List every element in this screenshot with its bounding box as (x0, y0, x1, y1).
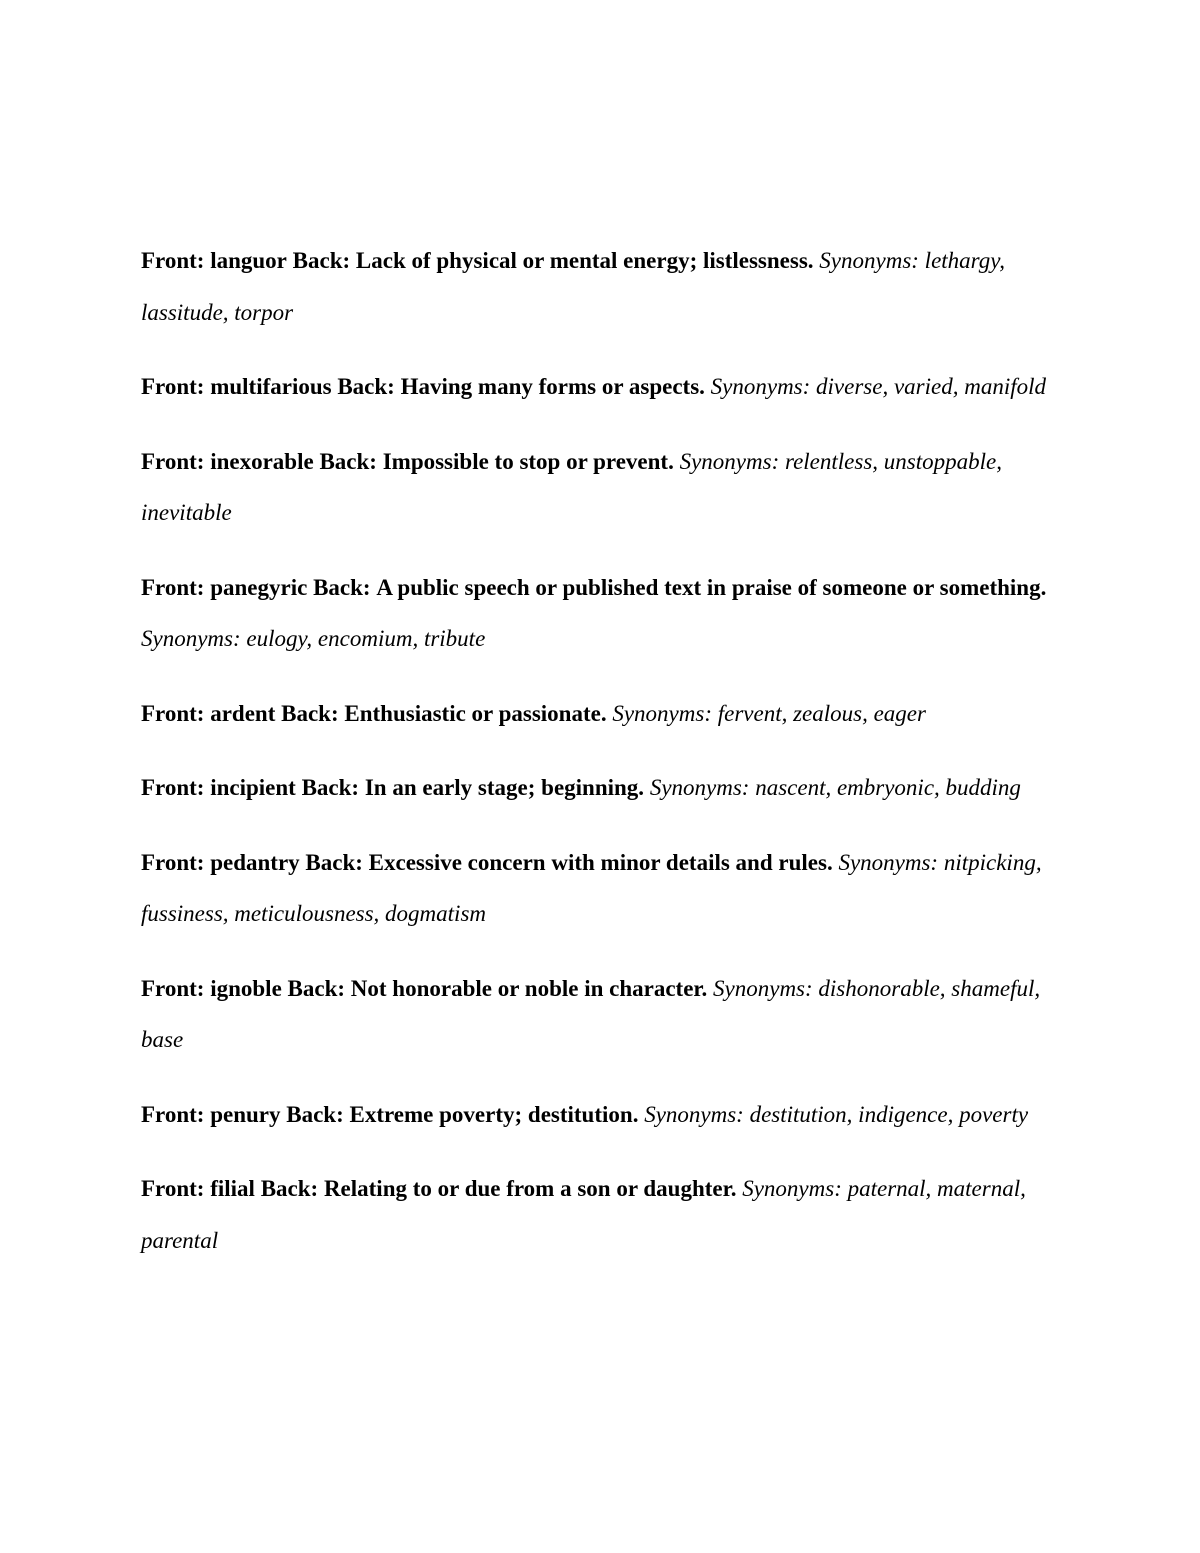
definition: Lack of physical or mental energy; listlessness. (355, 248, 814, 273)
definition: Not honorable or noble in character. (350, 975, 708, 1001)
back-label: Back: (337, 374, 395, 399)
flashcard-entry (141, 1089, 1061, 1141)
back-label: Back: (301, 775, 360, 800)
synonyms: Synonyms: relentless, unstoppable, inevitable (141, 448, 1002, 525)
definition: Extreme poverty; destitution. (349, 1101, 639, 1127)
synonyms: Synonyms: nitpicking, fussiness, meticulousness, dogmatism (141, 849, 1042, 926)
front-label: Front: (141, 374, 205, 399)
front-label: Front: (141, 775, 205, 800)
synonyms: Synonyms: nascent, embryonic, budding (649, 775, 1021, 800)
definition: Having many forms or aspects. (400, 374, 705, 399)
term: filial (210, 1176, 255, 1201)
back-label: Back: (260, 1176, 319, 1201)
front-label: Front: (141, 248, 205, 273)
front-label: Front: (141, 700, 205, 726)
flashcard-entry (141, 762, 1061, 814)
back-label: Back: (287, 975, 346, 1001)
back-label: Back: (319, 448, 377, 474)
front-label: Front: (141, 1101, 205, 1127)
flashcard-entry (141, 837, 1061, 940)
synonyms: Synonyms: dishonorable, shameful, base (141, 975, 1041, 1052)
term: incipient (210, 775, 296, 800)
front-label: Front: (141, 448, 205, 474)
synonyms: Synonyms: lethargy, lassitude, torpor (141, 248, 1005, 325)
term: pedantry (210, 849, 300, 875)
term: ardent (210, 700, 276, 726)
definition: In an early stage; beginning. (364, 775, 645, 800)
term: inexorable (210, 448, 314, 474)
flashcard-entry (141, 562, 1061, 665)
term: ignoble (210, 975, 282, 1001)
front-label: Front: (141, 849, 205, 875)
back-label: Back: (313, 574, 371, 600)
flashcard-entry (141, 688, 1061, 740)
flashcard-entry (141, 361, 1061, 413)
definition: Enthusiastic or passionate. (344, 700, 607, 726)
definition: Relating to or due from a son or daughter. (323, 1176, 737, 1201)
term: penury (210, 1101, 281, 1127)
definition: Impossible to stop or prevent. (382, 448, 674, 474)
flashcard-entry (141, 1163, 1061, 1266)
front-label: Front: (141, 1176, 205, 1201)
synonyms: Synonyms: fervent, zealous, eager (612, 700, 926, 726)
front-label: Front: (141, 574, 205, 600)
flashcard-entry (141, 436, 1061, 539)
synonyms: Synonyms: eulogy, encomium, tribute (141, 626, 486, 651)
front-label: Front: (141, 975, 205, 1001)
definition: Excessive concern with minor details and rules. (368, 849, 833, 875)
flashcard-list (141, 235, 1061, 1289)
synonyms: Synonyms: paternal, maternal, parental (141, 1176, 1026, 1253)
definition: A public speech or published text in praise of someone or something. (376, 574, 1047, 600)
back-label: Back: (292, 248, 351, 273)
back-label: Back: (281, 700, 339, 726)
back-label: Back: (286, 1101, 344, 1127)
term: multifarious (210, 374, 332, 399)
flashcard-entry (141, 963, 1061, 1066)
synonyms: Synonyms: diverse, varied, manifold (710, 374, 1046, 399)
back-label: Back: (305, 849, 363, 875)
term: panegyric (210, 574, 308, 600)
flashcard-entry (141, 235, 1061, 338)
synonyms: Synonyms: destitution, indigence, poverty (644, 1101, 1029, 1127)
term: languor (210, 248, 287, 273)
